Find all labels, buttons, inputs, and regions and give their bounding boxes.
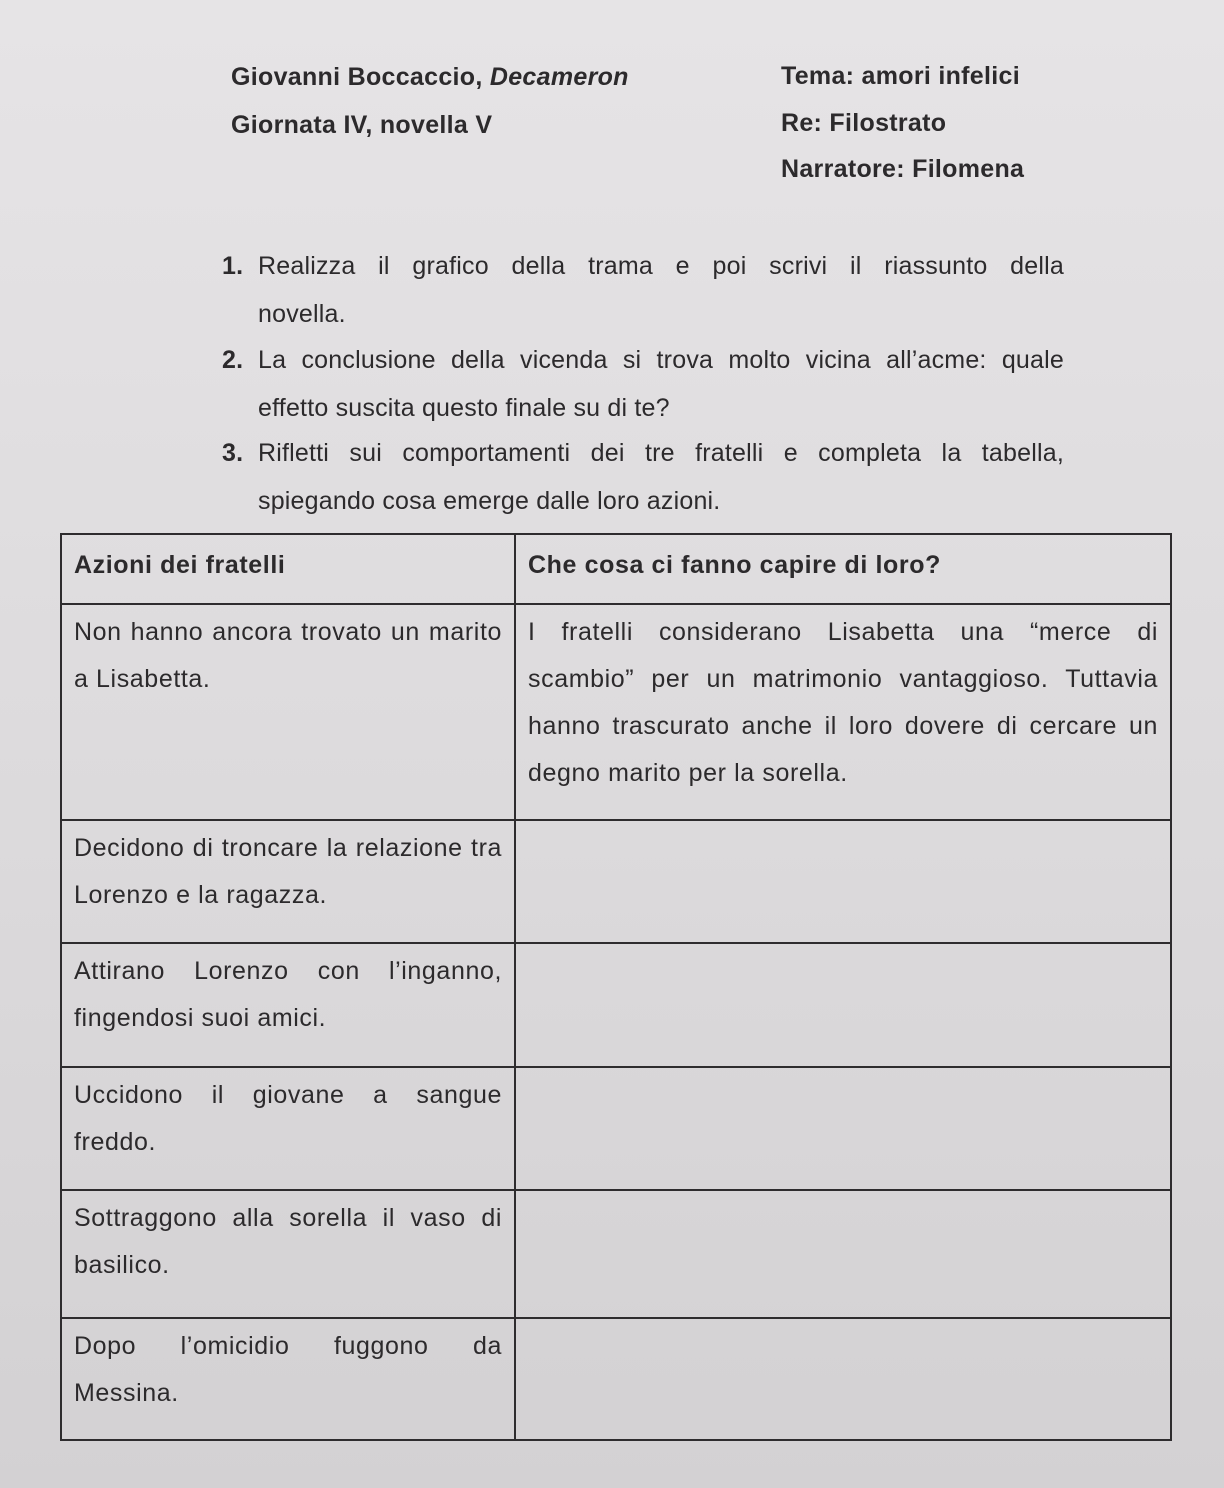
tema-label: Tema: amori infelici [781, 62, 1020, 90]
table-row [61, 1067, 1171, 1190]
narratore-label: Narratore: Filomena [781, 155, 1025, 183]
author-title [231, 63, 629, 92]
author-name: Giovanni Boccaccio, [231, 63, 483, 91]
azione-text: Dopo l’omicidio fuggono da Messina. [74, 1332, 502, 1407]
azione-cell [61, 604, 515, 820]
azione-text: Attirano Lorenzo con l’inganno, fingendosi suoi amici. [74, 957, 502, 1032]
significato-cell[interactable] [515, 1190, 1171, 1318]
table-header-row [61, 534, 1171, 604]
significato-text [528, 1191, 1158, 1195]
azione-cell [61, 943, 515, 1067]
significato-text [528, 944, 1158, 948]
giornata-label: Giornata IV, novella V [231, 111, 493, 139]
work-title: Decameron [489, 63, 629, 91]
azione-text: Uccidono il giovane a sangue freddo. [74, 1081, 502, 1156]
azione-cell [61, 1067, 515, 1190]
significato-text: I fratelli considerano Lisabetta una “merce di scambio” per un matrimonio vantaggioso. Tuttavia hanno trascurato anche il loro dovere di cercare un degno marito per la sorella. [528, 618, 1158, 787]
azione-cell [61, 1190, 515, 1318]
header-azioni: Azioni dei fratelli [61, 534, 515, 604]
azione-text: Non hanno ancora trovato un marito a Lisabetta. [74, 618, 502, 693]
significato-text [528, 1068, 1158, 1072]
azione-text: Sottraggono alla sorella il vaso di basilico. [74, 1204, 502, 1279]
question-number: 1. [222, 252, 244, 280]
question-text-cont: novella. [258, 300, 346, 328]
table-row [61, 1318, 1171, 1440]
azione-cell [61, 820, 515, 943]
question-3 [222, 439, 1064, 516]
significato-cell[interactable] [515, 1067, 1171, 1190]
table-row [61, 820, 1171, 943]
question-1 [222, 252, 1064, 329]
table-row [61, 943, 1171, 1067]
significato-text [528, 821, 1158, 825]
significato-cell[interactable] [515, 943, 1171, 1067]
azione-cell [61, 1318, 515, 1440]
question-2 [222, 346, 1064, 423]
header-significato: Che cosa ci fanno capire di loro? [515, 534, 1171, 604]
azione-text: Decidono di troncare la relazione tra Lorenzo e la ragazza. [74, 834, 502, 909]
table-row [61, 604, 1171, 820]
actions-table [60, 533, 1172, 1441]
question-text: La conclusione della vicenda si trova molto vicina all’acme: quale [258, 346, 1064, 374]
question-text: Realizza il grafico della trama e poi scrivi il riassunto della [258, 252, 1064, 280]
re-label: Re: Filostrato [781, 109, 947, 137]
question-text-cont: spiegando cosa emerge dalle loro azioni. [258, 487, 721, 515]
question-number: 3. [222, 439, 244, 467]
significato-text [528, 1319, 1158, 1323]
significato-cell[interactable] [515, 1318, 1171, 1440]
question-text: Rifletti sui comportamenti dei tre fratelli e completa la tabella, [258, 439, 1064, 467]
significato-cell[interactable] [515, 820, 1171, 943]
table-row [61, 1190, 1171, 1318]
question-number: 2. [222, 346, 244, 374]
question-text-cont: effetto suscita questo finale su di te? [258, 394, 670, 422]
significato-cell[interactable] [515, 604, 1171, 820]
